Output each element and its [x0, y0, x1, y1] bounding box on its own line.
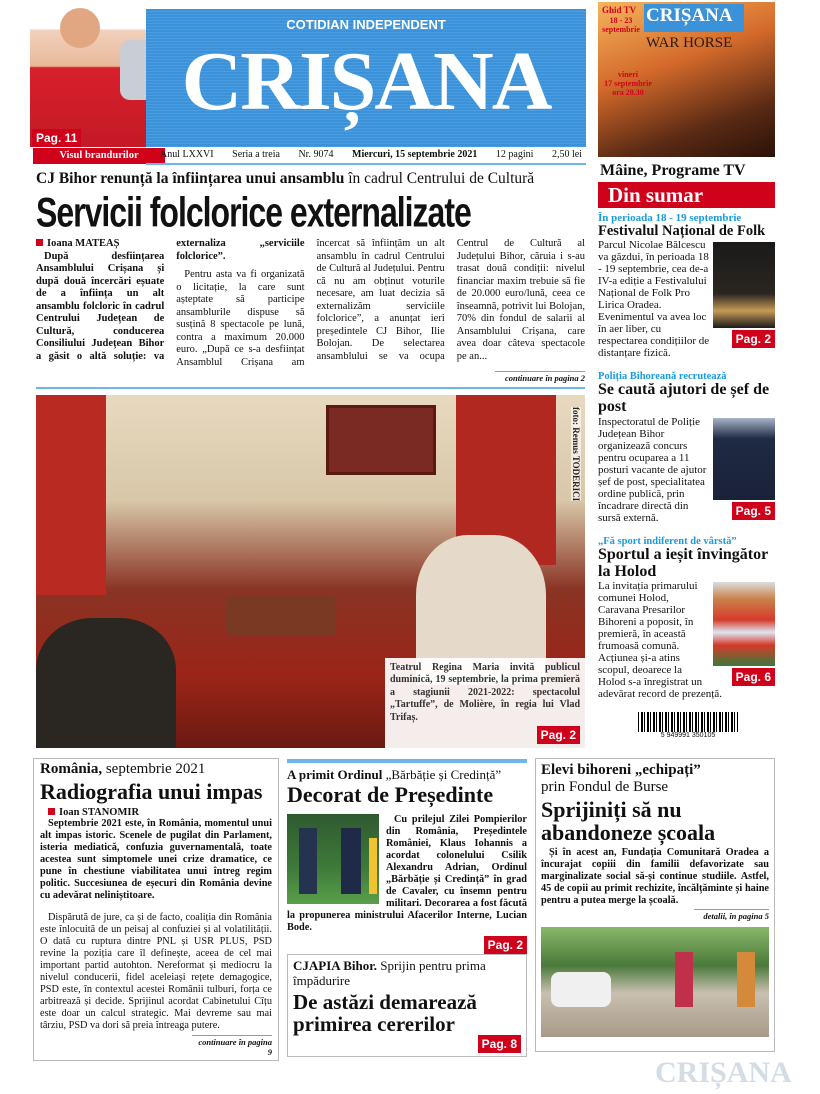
- opinion-kicker: România, septembrie 2021: [40, 761, 206, 777]
- tv-guide-ad[interactable]: [598, 2, 775, 157]
- lead-body: Pentru asta va fi organizată o licitație, la care sunt așteptate să participe ansamblurile dispuse să susțină 8 spectacole pe lună, contra a maximum 20.000 euro. „După ce s-a desființat Ansamblul Crișana am încercat să înființăm un alt ansamblu în cadrul Centrului de Cultură al Județului. Pentru că nu am obținut voturile necesare, am luat decizia să externalizăm serviciile folclorice”, a anunțat ieri președintele CJ Bihor, Ilie Bolojan. De selectarea ansamblului se va ocupa Centrul de Cultură al Județului Bihor, căruia i s-au trasat două condiții: nivelul financiar maxim trebuie să fie de 20.000 euro/lună, ceea ce înseamnă, potrivit lui Bolojan, 70% din fondul de salarii al Ansamblului Crișana, care avea doar câteva spectacole pe an...: [176, 238, 585, 368]
- decoration-photo: [287, 814, 379, 904]
- scholarship-box[interactable]: [535, 758, 775, 1052]
- issue-number: Nr. 9074: [298, 149, 334, 160]
- festival-title: Festivalul Național de Folk: [598, 223, 766, 239]
- opinion-title: Radiografia unui impas: [40, 779, 263, 804]
- watermark-logo: CRIȘANA: [655, 1056, 792, 1089]
- police-text: Inspectoratul de Poliție Județean Bihor organizează concurs pentru ocuparea a 11 posturi vacante de ajutor șef de post, specialitatea ordine publică, prin încadrare directă din sursă externă.: [598, 415, 707, 524]
- issue-pages: 12 pagini: [495, 149, 534, 160]
- sidebar-item-sport[interactable]: [598, 536, 775, 701]
- sidebar-item-festival[interactable]: [598, 212, 775, 359]
- theatre-photo[interactable]: [36, 395, 585, 748]
- barcode: [638, 712, 738, 739]
- lead-article: [36, 238, 585, 369]
- opinion-body: Dispărută de jure, ca și de facto, coaliția din România este înlocuită de un peisaj al confuziei și al volatilității. O dată cu ruptura dintre PNL și USR PLUS, PSD revine la poziția care îl definește, aceea de cel mai important partid autohton. Nereformat și mediocru la nivelul conducerii, fidel aceleiași rețete demagogice, PSD este, în contextul acestei Românii tulburi, forța ce arbitrează și decide. Sprijinul acordat Cabinetului Cîțu este doar un calcul strategic. Mai devreme sau mai târziu, PSD va dori să preia întreaga putere.: [40, 912, 272, 1032]
- police-title: Se caută ajutori de șef de post: [598, 381, 770, 416]
- opinion-box[interactable]: [33, 758, 279, 1061]
- sidebar-item-police[interactable]: [598, 371, 775, 524]
- photo-page-badge[interactable]: Pag. 2: [537, 726, 580, 744]
- scholarship-photo: [541, 927, 769, 1037]
- festival-page-badge[interactable]: Pag. 2: [732, 330, 775, 348]
- photo-caption-box: [385, 658, 585, 749]
- issue-series: Seria a treia: [232, 149, 280, 160]
- festival-text: Parcul Nicolae Bălcescu va găzdui, în perioada 18 - 19 septembrie, cea de-a IV-a ediție a Festivalului Național de Folk Pro Lirica Oradea. Evenimentul va avea loc în aer liber, cu respectarea condițiilor de distanțare fizică.: [598, 239, 710, 360]
- lead-author: Ioana MATEAȘ: [36, 238, 164, 251]
- photo-caption: Teatrul Regina Maria invită publicul duminică, 19 septembrie, la prima premieră a stagiunii 2021-2022: spectacolul „Tartuffe”, de Molière, în regia lui Vlad Trifaș.: [390, 661, 580, 723]
- opinion-author: Ioan STANOMIR: [40, 807, 272, 818]
- masthead-tagline: COTIDIAN INDEPENDENT: [286, 17, 446, 32]
- scholarship-kicker-rest: prin Fondul de Burse: [541, 779, 669, 795]
- lead-kicker: [36, 170, 585, 188]
- cjapia-kicker: CJAPIA Bihor. Sprijin pentru prima împădurire: [293, 958, 486, 989]
- divider: [36, 387, 585, 389]
- tv-ad-film: WAR HORSE: [646, 35, 733, 51]
- tv-guide-label: Ghid TV: [602, 5, 637, 15]
- tv-ad-day: vineri: [618, 70, 638, 79]
- photo-credit: foto: Remus TODERICI: [571, 407, 581, 502]
- decoration-page-badge[interactable]: Pag. 2: [484, 936, 527, 954]
- cjapia-page-badge[interactable]: Pag. 8: [478, 1035, 521, 1053]
- decoration-text: Cu prilejul Zilei Pompierilor din România, Președintele României, Klaus Iohannis a acordat colonelului Csilik Alexandru Adrian, Ordinul „Bărbăție și Credință” în grad de Cavaler, cu însemn pentru militari. Decorarea a fost făcută la propunerea ministrului Afacerilor Interne, Lucian Bode.: [287, 814, 527, 934]
- decoration-kicker: A primit Ordinul „Bărbăție și Credință”: [287, 767, 502, 782]
- lead-intro: După desființarea Ansamblului Crișana și după două încercări eșuate de a înființa un alt ansamblu folcloric în cadrul Centrului Județean de Cultură, conducerea Consiliului Județean Bihor a găsit o altă soluție: va externaliza „serviciile folclorice”.: [36, 238, 305, 362]
- tv-ad-time: ora 20.30: [612, 88, 644, 97]
- center-column: [287, 759, 527, 1052]
- police-page-badge[interactable]: Pag. 5: [732, 502, 775, 520]
- lead-headline[interactable]: Servicii folclorice externalizate: [36, 188, 471, 236]
- lead-continue-link[interactable]: continuare în pagina 2: [495, 371, 585, 383]
- tv-guide-dates: 18 - 23 septembrie: [602, 16, 640, 34]
- sport-kicker: „Fă sport indiferent de vârstă”: [598, 535, 737, 547]
- sport-page-badge[interactable]: Pag. 6: [732, 668, 775, 686]
- festival-kicker: În perioada 18 - 19 septembrie: [598, 212, 742, 224]
- issue-info-bar: [146, 149, 586, 165]
- scholarship-kicker-bold: Elevi bihoreni „echipați”: [541, 762, 701, 778]
- sport-text: La invitația primarului comunei Holod, Caravana Presarilor Bihoreni a poposit, în premieră, în această frumoasă comună. Acțiunea și-a atins scopul, deoarece la Holod s-a înregistrat un adevărat record de prezență.: [598, 580, 722, 701]
- lead-kicker-bold: CJ Bihor renunță la înființarea unui ansamblu: [36, 170, 345, 187]
- scholarship-continue-link[interactable]: detalii, în pagina 5: [694, 909, 769, 921]
- issue-date: Miercuri, 15 septembrie 2021: [352, 149, 478, 160]
- divider: [287, 759, 527, 763]
- police-photo: [713, 418, 775, 500]
- cover-photo-tennis-player[interactable]: [30, 0, 150, 147]
- decoration-title: Decorat de Președinte: [287, 782, 494, 807]
- lead-kicker-rest: în cadrul Centrului de Cultură: [344, 170, 535, 187]
- cjapia-box[interactable]: [287, 954, 527, 1057]
- scholarship-title: Sprijiniți să nu abandoneze școala: [541, 797, 716, 846]
- summary-banner: Din sumar: [598, 182, 775, 208]
- festival-poster: [713, 242, 775, 328]
- issue-year: Anul LXXVI: [160, 149, 214, 160]
- opinion-intro: Septembrie 2021 este, în România, momentul unui alt impas istoric. Scenele de pugilat din Parlament, isteria mediatică, confuzia guvernamentală, toate acestea sunt simptomele unei crize dramatice, ce pune în chestiune viabilitatea unui întreg regim politic. Succesiunea de eșecuri din România devine cu adevărat neliniștitoare.: [40, 818, 272, 902]
- tv-ad-date: 17 septembrie: [604, 79, 652, 88]
- tv-programs-heading[interactable]: Mâine, Programe TV: [600, 162, 746, 179]
- masthead: [146, 9, 586, 147]
- sidebar-items: [598, 212, 775, 739]
- cover-page-badge[interactable]: Pag. 11: [32, 129, 81, 147]
- barcode-number: 5 949991 350105: [660, 732, 716, 740]
- sport-title: Sportul a ieșit învingător la Holod: [598, 545, 768, 580]
- masthead-title: CRIȘANA: [181, 35, 551, 128]
- cjapia-title: De astăzi demarează primirea cererilor: [293, 990, 477, 1037]
- sport-team-photo: [713, 582, 775, 666]
- tv-ad-logo: CRIȘANA: [646, 5, 733, 26]
- decoration-article[interactable]: [287, 767, 527, 954]
- lead-column: [36, 170, 585, 748]
- cover-label[interactable]: Visul brandurilor: [33, 148, 165, 164]
- police-kicker: Poliția Bihoreană recrutează: [598, 371, 727, 383]
- issue-price: 2,50 lei: [551, 149, 582, 160]
- scholarship-text: Și în acest an, Fundația Comunitară Oradea a încurajat copiii din familii defavorizate sau marginalizate social să-și continue studiile. Astfel, 45 de copii au primit rechizite, încălțăminte și haine pentru a putea merge la școală.: [541, 847, 769, 907]
- opinion-continue-link[interactable]: continuare în pagina 9: [192, 1035, 272, 1057]
